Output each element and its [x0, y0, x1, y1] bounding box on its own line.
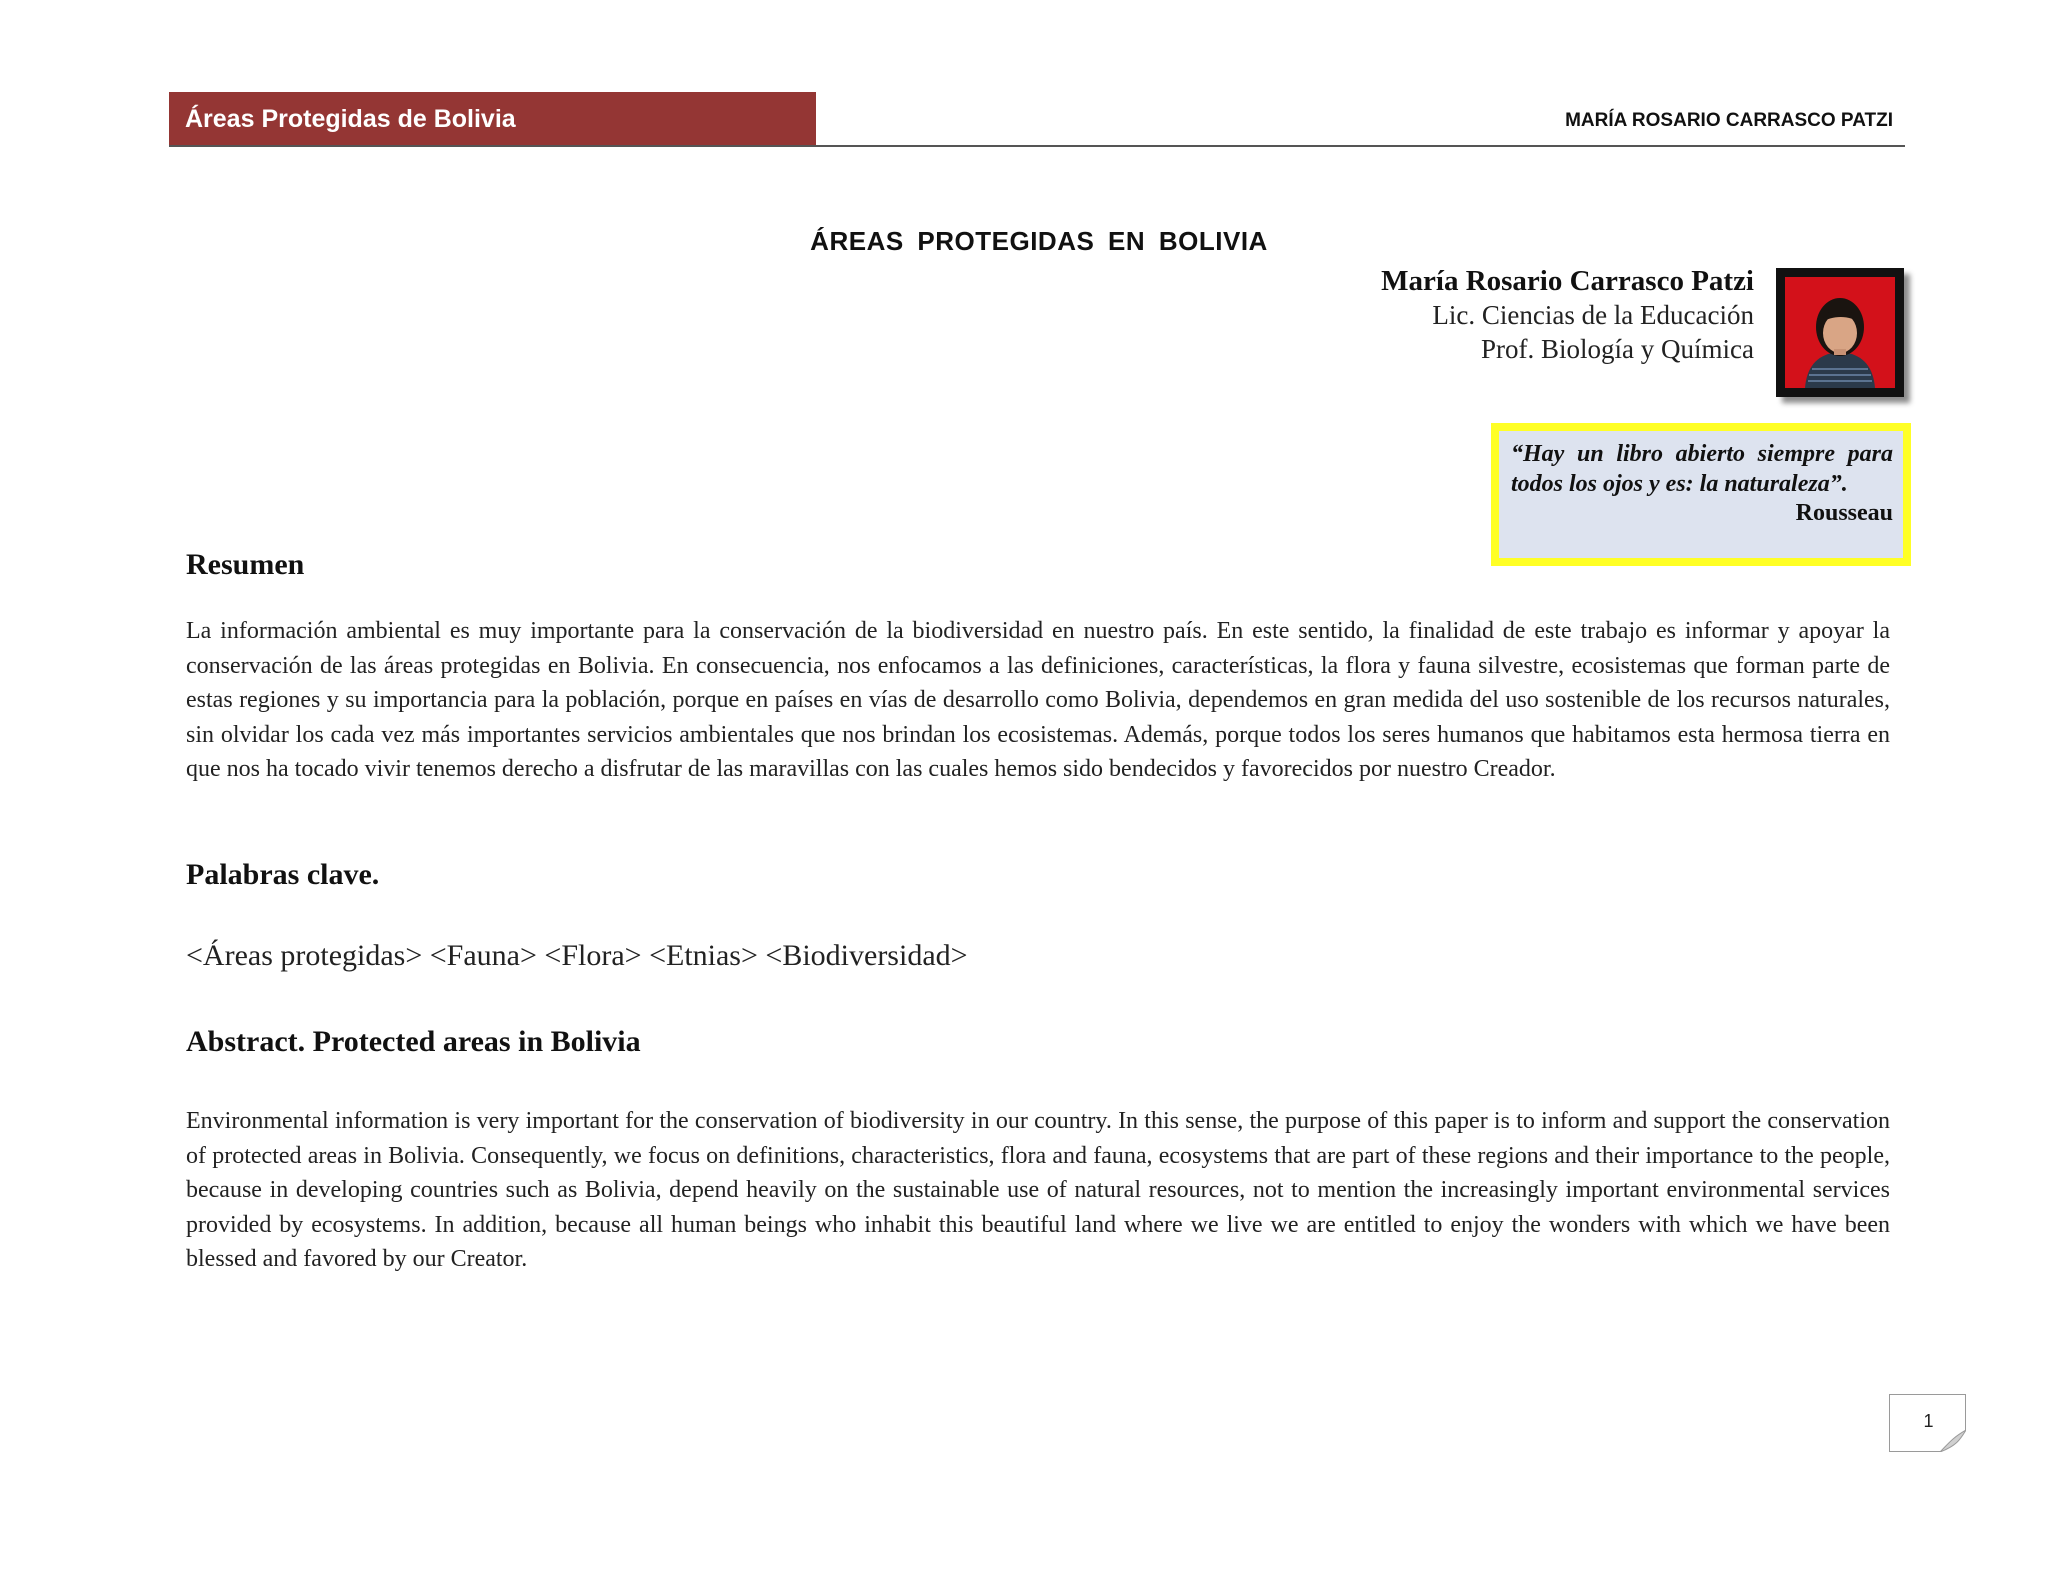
- quote-box: [1491, 423, 1911, 566]
- page-curl-icon: [1940, 1430, 1966, 1452]
- portrait-icon: [1785, 277, 1895, 388]
- header-divider: [169, 145, 1905, 147]
- header-section-title: Áreas Protegidas de Bolivia: [169, 92, 816, 146]
- author-name: María Rosario Carrasco Patzi: [1381, 265, 1754, 297]
- abstract-heading: Abstract. Protected areas in Bolivia: [186, 1025, 641, 1058]
- header-author: MARÍA ROSARIO CARRASCO PATZI: [1565, 110, 1893, 131]
- quote-text: “Hay un libro abierto siempre para todos los ojos y es: la naturaleza”.: [1511, 441, 1893, 497]
- page-number-box: [1889, 1394, 1966, 1452]
- author-block: [1381, 264, 1754, 366]
- resumen-paragraph: La información ambiental es muy importante para la conservación de la biodiversidad en nuestro país. En este sentido, la finalidad de este trabajo es informar y apoyar la conservación de las áreas protegidas en Bolivia. En consecuencia, nos enfocamos a las definiciones, características, la flora y fauna silvestre, ecosistemas que forman parte de estas regiones y su importancia para la población, porque en países en vías de desarrollo como Bolivia, dependemos en gran medida del uso sostenible de los recursos naturales, sin olvidar los cada vez más importantes servicios ambientales que nos brindan los ecosistemas. Además, porque todos los seres humanos que habitamos esta hermosa tierra en que nos ha tocado vivir tenemos derecho a disfrutar de las maravillas con las cuales hemos sido bendecidos y favorecidos por nuestro Creador.: [186, 618, 1890, 782]
- author-degree: Lic. Ciencias de la Educación: [1432, 300, 1754, 330]
- author-photo-image: [1785, 277, 1895, 388]
- resumen-heading: Resumen: [186, 548, 305, 581]
- quote-author: Rousseau: [1795, 500, 1893, 526]
- page-number: 1: [1923, 1411, 1934, 1431]
- author-profession: Prof. Biología y Química: [1481, 334, 1754, 364]
- abstract-paragraph: Environmental information is very important for the conservation of biodiversity in our country. In this sense, the purpose of this paper is to inform and support the conservation of protected areas in Bolivia. Consequently, we focus on definitions, characteristics, flora and fauna, ecosystems that are part of these regions and their importance to the people, because in developing countries such as Bolivia, depend heavily on the sustainable use of natural resources, not to mention the increasingly important environmental services provided by ecosystems. In addition, because all human beings who inhabit this beautiful land where we live we are entitled to enjoy the wonders with which we have been blessed and favored by our Creator.: [186, 1108, 1890, 1272]
- keywords-heading: Palabras clave.: [186, 858, 380, 891]
- keywords-list: <Áreas protegidas> <Fauna> <Flora> <Etnias> <Biodiversidad>: [186, 939, 968, 972]
- document-title: ÁREAS PROTEGIDAS EN BOLIVIA: [810, 226, 1268, 256]
- author-photo: [1776, 268, 1904, 397]
